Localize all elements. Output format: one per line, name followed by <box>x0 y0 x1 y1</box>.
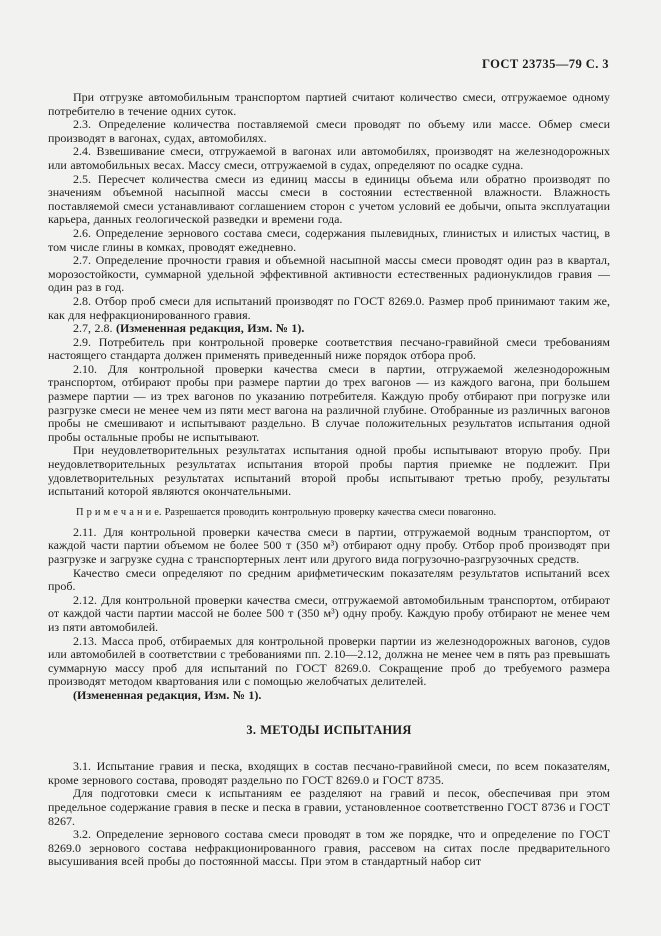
paragraph: 3.2. Определение зернового состава смеси проводят в том же порядке, что и определение по ГОСТ 8269.0 зернового состава нефракционированного гравия, рассевом на ситах после предварительного высушивания всей пробы до постоянной массы. При этом в стандартный набор сит <box>48 827 610 869</box>
paragraph: 2.7. Определение прочности гравия и объемной насыпной массы смеси проводят один раз в квартал, морозостойкости, суммарной удельной эффективной активности естественных радионуклидов гравия — один раз в год. <box>48 253 610 295</box>
paragraph: 2.10. Для контрольной проверки качества смеси в партии, отгружаемой железнодорожным транспортом, отбирают пробы при размере партии до трех вагонов — из каждого вагона, при большем размере партии — из трех вагонов по указанию потребителя. Каждую пробу отбирают при погрузке или разгрузке смеси не менее чем из пяти мест вагона на различной глубине. Отобранные из различных вагонов пробы не смешивают и испытывают раздельно. В случае положительных результатов испытания одной пробы остальные пробы не испытывают. <box>48 361 610 444</box>
paragraph: 2.3. Определение количества поставляемой смеси проводят по объему или массе. Обмер смеси производят в вагонах, судах, автомобилях. <box>48 117 610 145</box>
paragraph: 2.12. Для контрольной проверки качества смеси, отгружаемой автомобильным транспортом, отбирают от каждой части партии массой не более 500 т (350 м³) одну пробу. Каждую пробу отбирают не менее чем из пяти автомобилей. <box>48 592 610 634</box>
paragraph: 2.9. Потребитель при контрольной проверке соответствия песчано-гравийной смеси требованиям настоящего стандарта должен применять приведенный ниже порядок отбора проб. <box>48 334 610 363</box>
paragraph: 2.5. Пересчет количества смеси из единиц массы в единицы объема или обратно производят по значениям объемной насыпной массы смеси в состоянии естественной влажности. Влажность поставляемой смеси устанавливают соглашением сторон с учетом условий ее добычи, опыта эксплуатации карьера, данных геологической разведки и времени года. <box>48 171 610 227</box>
note-paragraph: П р и м е ч а н и е. Разрешается проводить контрольную проверку качества смеси повагонно. <box>76 506 497 518</box>
page-header: ГОСТ 23735—79 С. 3 <box>481 57 609 71</box>
paragraph: При неудовлетворительных результатах испытания одной пробы испытывают вторую пробу. При неудовлетворительных результатах испытания второй пробы партия приемке не подлежит. При удовлетворительных результатах испытаний второй пробы испытывают третью пробу, результаты испытаний которой являются окончательными. <box>48 443 610 499</box>
amendment-note: 2.7, 2.8. (Измененная редакция, Изм. № 1). <box>73 321 305 336</box>
paragraph: 2.11. Для контрольной проверки качества смеси в партии, отгружаемой водным транспортом, от каждой части партии объемом не более 500 т (350 м³) отбирают одну пробу. Отбор проб производят при разгрузке и загрузке судна с транспортерных лент или другого вида погрузочно-разгрузочных средств. <box>48 524 610 566</box>
paragraph: Для подготовки смеси к испытаниям ее разделяют на гравий и песок, обеспечивая при этом предельное содержание гравия в песке и песка в гравии, установленное соответственно ГОСТ 8736 и ГОСТ 8267. <box>48 786 610 828</box>
paragraph: 2.8. Отбор проб смеси для испытаний производят по ГОСТ 8269.0. Размер проб принимают таким же, как для нефракционированного гравия. <box>48 293 610 322</box>
paragraph: 2.13. Масса проб, отбираемых для контрольной проверки партии из железнодорожных вагонов, судов или автомобилей в соответствии с требованиями пп. 2.10—2.12, должна не менее чем в пять раз превышать суммарную массу проб для испытаний по ГОСТ 8269.0. Сокращение проб до требуемого размера производят методом квартования или с помощью желобчатых делителей. <box>48 633 610 689</box>
paragraph: Качество смеси определяют по средним арифметическим показателям результатов испытаний всех проб. <box>48 565 610 594</box>
paragraph: 3.1. Испытание гравия и песка, входящих в состав песчано-гравийной смеси, по всем показателям, кроме зернового состава, проводят раздельно по ГОСТ 8269.0 и ГОСТ 8735. <box>48 759 610 787</box>
section-heading: 3. МЕТОДЫ ИСПЫТАНИЯ <box>246 722 412 737</box>
paragraph: При отгрузке автомобильным транспортом партией считают количество смеси, отгружаемое одному потребителю в течение одних суток. <box>48 90 610 118</box>
amendment-note: (Измененная редакция, Изм. № 1). <box>73 687 262 702</box>
paragraph: 2.4. Взвешивание смеси, отгружаемой в вагонах или автомобилях, производят на железнодорожных или автомобильных весах. Массу смеси, отгружаемой в судах, определяют по осадке судна. <box>48 144 610 172</box>
document-content <box>48 91 610 869</box>
paragraph: 2.6. Определение зернового состава смеси, содержания пылевидных, глинистых и илистых частиц, в том числе глины в комках, проводят ежедневно. <box>48 225 610 254</box>
